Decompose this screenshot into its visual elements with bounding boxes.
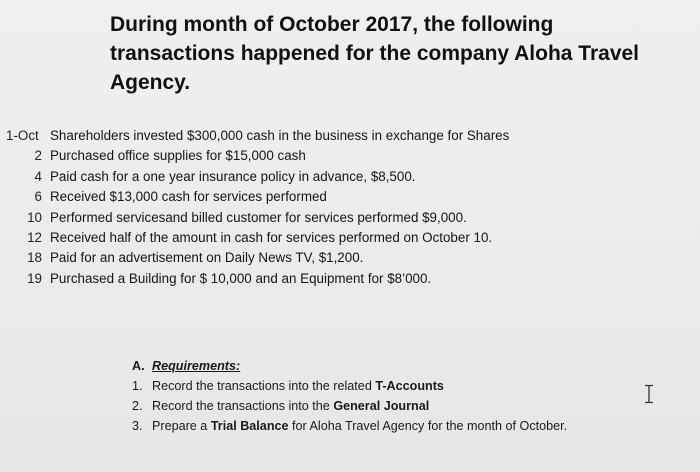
transaction-description: Received $13,000 cash for services performed [50, 189, 327, 205]
transaction-date: 4 [34, 168, 42, 184]
transaction-description: Performed servicesand billed customer for services performed $9,000. [50, 209, 467, 225]
transaction-row [0, 146, 690, 166]
requirement-keyword: General Journal [333, 399, 430, 413]
transaction-description: Purchased a Building for $ 10,000 and an Equipment for $8’000. [50, 270, 432, 286]
requirement-number: 2. [132, 399, 143, 413]
transaction-date: 12 [27, 229, 42, 245]
transaction-description: Paid for an advertisement on Daily News TV, $1,200. [50, 250, 364, 266]
requirements-title: Requirements: [152, 359, 241, 373]
requirement-text [152, 396, 429, 416]
transaction-description: Shareholders invested $300,000 cash in the business in exchange for Shares [50, 128, 510, 143]
transaction-row [0, 208, 690, 228]
requirement-keyword: T-Accounts [375, 379, 444, 393]
requirement-item [132, 396, 672, 416]
requirements-heading [132, 356, 672, 376]
requirement-text-end: for Aloha Travel Agency for the month of October. [288, 419, 568, 433]
requirement-keyword: Trial Balance [210, 419, 289, 433]
transaction-row [0, 269, 690, 289]
title-line-3: Agency. [110, 71, 191, 94]
requirement-number: 3. [132, 419, 143, 433]
requirement-text-start: Prepare a [152, 419, 211, 433]
transaction-list [0, 126, 690, 289]
requirement-text [152, 376, 444, 396]
transaction-date: 6 [34, 189, 42, 205]
transaction-date: 2 [34, 148, 42, 164]
title-line-1: During month of October 2017, the following [110, 13, 554, 36]
transaction-description: Purchased office supplies for $15,000 cash [50, 148, 306, 164]
requirement-text-start: Record the transactions into the related [152, 379, 376, 393]
requirement-text [152, 416, 567, 436]
transaction-date: 10 [27, 209, 42, 225]
transaction-row [0, 126, 690, 146]
title-line-2: transactions happened for the company Aloha Travel [110, 42, 640, 65]
requirements-letter: A. [132, 359, 145, 373]
requirements-list [132, 376, 672, 436]
requirement-item [132, 416, 672, 436]
text-cursor-icon [642, 384, 656, 404]
requirement-text-start: Record the transactions into the [152, 399, 334, 413]
transaction-date: 19 [27, 270, 42, 286]
transaction-row [0, 187, 690, 207]
transaction-date: 18 [27, 250, 42, 266]
requirement-number: 1. [132, 379, 143, 393]
transaction-row [0, 248, 690, 268]
transaction-date: 1-Oct [6, 128, 39, 143]
transaction-description: Received half of the amount in cash for services performed on October 10. [50, 229, 493, 245]
requirement-item [132, 376, 672, 396]
page-title [110, 10, 685, 97]
transaction-row [0, 228, 690, 248]
transaction-row [0, 167, 690, 187]
requirements-section [132, 356, 672, 436]
transaction-description: Paid cash for a one year insurance policy in advance, $8,500. [50, 168, 416, 184]
